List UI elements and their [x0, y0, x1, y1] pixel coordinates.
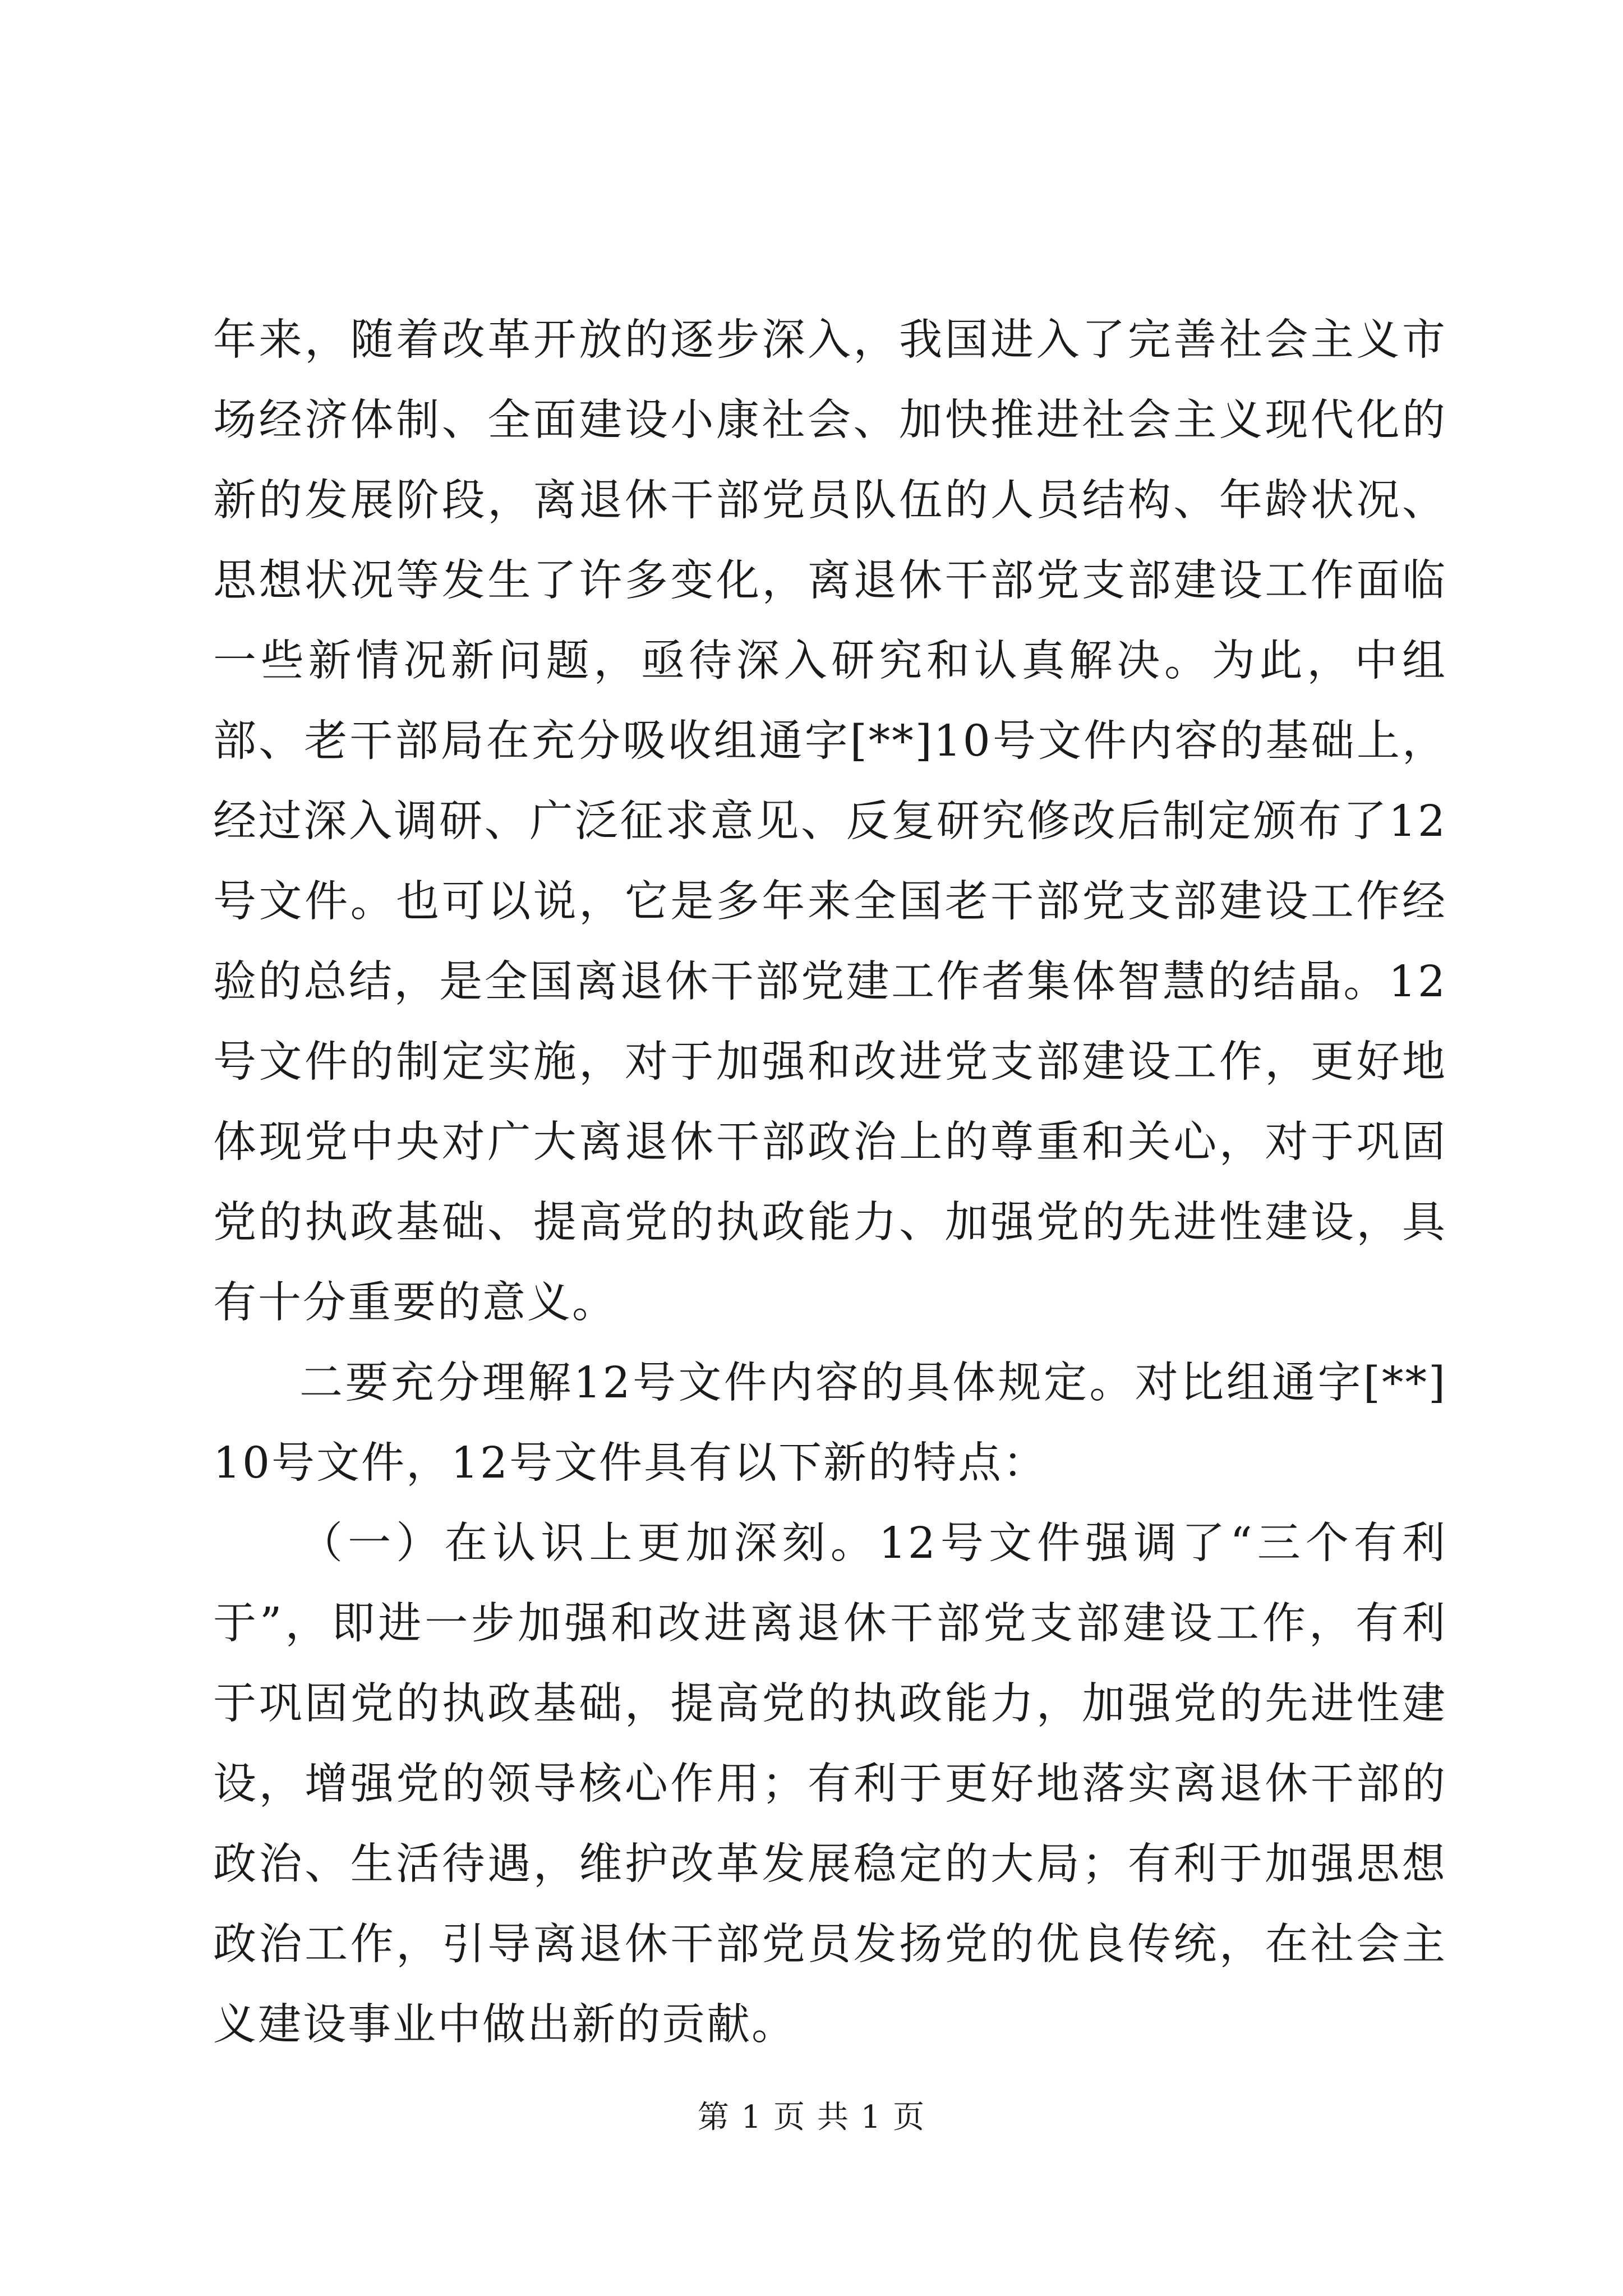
- document-body: [213, 300, 1447, 2065]
- paragraph-1: 年来，随着改革开放的逐步深入，我国进入了完善社会主义市场经济体制、全面建设小康社会、加快推进社会主义现代化的新的发展阶段，离退休干部党员队伍的人员结构、年龄状况、思想状况等发生了许多变化，离退休干部党支部建设工作面临一些新情况新问题，亟待深入研究和认真解决。为此，中组部、老干部局在充分吸收组通字[**]10号文件内容的基础上，经过深入调研、广泛征求意见、反复研究修改后制定颁布了12号文件。也可以说，它是多年来全国老干部党支部建设工作经验的总结，是全国离退休干部党建工作者集体智慧的结晶。12号文件的制定实施，对于加强和改进党支部建设工作，更好地体现党中央对广大离退休干部政治上的尊重和关心，对于巩固党的执政基础、提高党的执政能力、加强党的先进性建设，具有十分重要的意义。: [213, 315, 1447, 1328]
- page-footer: 第 1 页 共 1 页: [697, 2099, 926, 2136]
- paragraph-3: （一）在认识上更加深刻。12号文件强调了“三个有利于”，即进一步加强和改进离退休干部党支部建设工作，有利于巩固党的执政基础，提高党的执政能力，加强党的先进性建设，增强党的领导核心作用；有利于更好地落实离退休干部的政治、生活待遇，维护改革发展稳定的大局；有利于加强思想政治工作，引导离退休干部党员发扬党的优良传统，在社会主义建设事业中做出新的贡献。: [213, 1519, 1447, 2050]
- paragraph-2: 二要充分理解12号文件内容的具体规定。对比组通字[**]10号文件，12号文件具有以下新的特点：: [213, 1358, 1447, 1488]
